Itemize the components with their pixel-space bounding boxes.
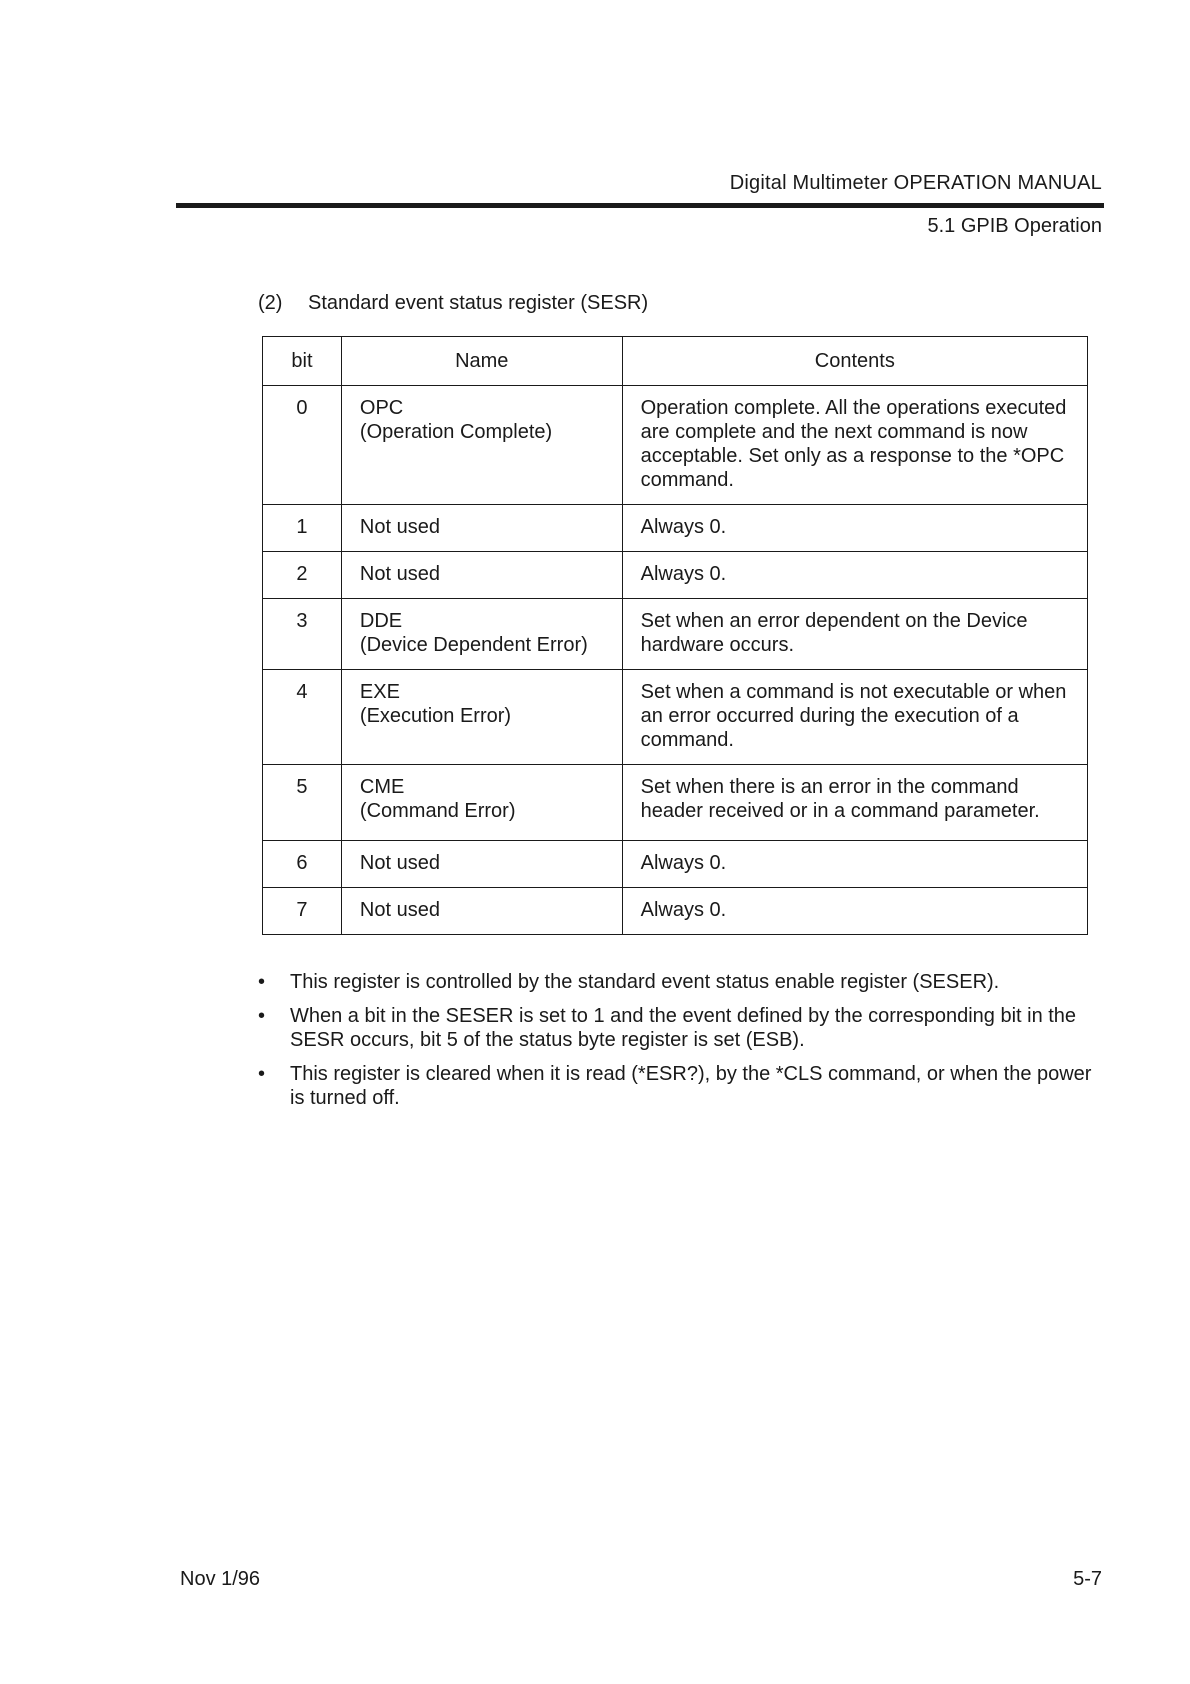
note-text: When a bit in the SESER is set to 1 and the event defined by the corresponding bit in the SESR occurs, bit 5 of the status byte register is set (ESB).	[290, 1005, 1077, 1051]
section-heading-number: (2)	[258, 292, 283, 314]
column-header-contents: Contents	[622, 337, 1087, 386]
list-item	[258, 1004, 1098, 1052]
bit-cell: 6	[263, 841, 342, 888]
bullet-icon: •	[258, 971, 266, 993]
name-cell	[341, 599, 622, 670]
table-row	[263, 386, 1088, 505]
register-name: OPC	[359, 397, 404, 419]
table-row	[263, 599, 1088, 670]
name-cell	[341, 888, 622, 935]
register-name: Not used	[359, 563, 440, 585]
register-name-detail: (Command Error)	[359, 800, 516, 822]
table-row	[263, 765, 1088, 841]
section-heading	[258, 292, 648, 315]
bullet-icon: •	[258, 1005, 266, 1027]
contents-cell: Operation complete. All the operations executed are complete and the next command is now acceptable. Set only as a response to the *OPC command.	[622, 386, 1087, 505]
table-row	[263, 841, 1088, 888]
register-name: Not used	[359, 516, 440, 538]
table-row	[263, 888, 1088, 935]
register-name: Not used	[359, 899, 440, 921]
list-item	[258, 970, 1098, 994]
bullet-icon: •	[258, 1063, 266, 1085]
register-name: Not used	[359, 852, 440, 874]
table-row	[263, 505, 1088, 552]
list-item	[258, 1062, 1098, 1110]
register-name: EXE	[359, 681, 400, 703]
bit-cell: 2	[263, 552, 342, 599]
bit-cell: 3	[263, 599, 342, 670]
header-rule	[176, 203, 1104, 208]
section-heading-text: Standard event status register (SESR)	[308, 292, 649, 314]
table-row	[263, 670, 1088, 765]
name-cell	[341, 765, 622, 841]
bit-cell: 1	[263, 505, 342, 552]
contents-cell: Set when a command is not executable or when an error occurred during the execution of a command.	[622, 670, 1087, 765]
name-cell	[341, 386, 622, 505]
contents-cell: Always 0.	[622, 505, 1087, 552]
page-number: 5-7	[1073, 1568, 1102, 1590]
section-label: 5.1 GPIB Operation	[927, 215, 1102, 237]
register-name-detail: (Device Dependent Error)	[359, 634, 588, 656]
column-header-bit: bit	[263, 337, 342, 386]
contents-cell: Always 0.	[622, 552, 1087, 599]
name-cell	[341, 841, 622, 888]
bit-cell: 0	[263, 386, 342, 505]
contents-cell: Set when an error dependent on the Device hardware occurs.	[622, 599, 1087, 670]
register-name-detail: (Operation Complete)	[359, 421, 553, 443]
notes-list	[258, 970, 1098, 1120]
contents-cell: Always 0.	[622, 888, 1087, 935]
contents-cell: Always 0.	[622, 841, 1087, 888]
table-header-row	[263, 337, 1088, 386]
note-text: This register is cleared when it is read (*ESR?), by the *CLS command, or when the power is turned off.	[290, 1063, 1092, 1109]
bit-cell: 4	[263, 670, 342, 765]
bit-cell: 7	[263, 888, 342, 935]
table-row	[263, 552, 1088, 599]
name-cell	[341, 505, 622, 552]
register-name: DDE	[359, 610, 403, 632]
contents-cell: Set when there is an error in the command header received or in a command parameter.	[622, 765, 1087, 841]
register-name-detail: (Execution Error)	[359, 705, 512, 727]
column-header-name: Name	[341, 337, 622, 386]
sesr-table	[262, 336, 1088, 935]
footer-date: Nov 1/96	[180, 1568, 261, 1590]
name-cell	[341, 552, 622, 599]
note-text: This register is controlled by the standard event status enable register (SESER).	[290, 971, 1000, 993]
bit-cell: 5	[263, 765, 342, 841]
register-name: CME	[359, 776, 405, 798]
manual-title: Digital Multimeter OPERATION MANUAL	[729, 172, 1102, 194]
name-cell	[341, 670, 622, 765]
